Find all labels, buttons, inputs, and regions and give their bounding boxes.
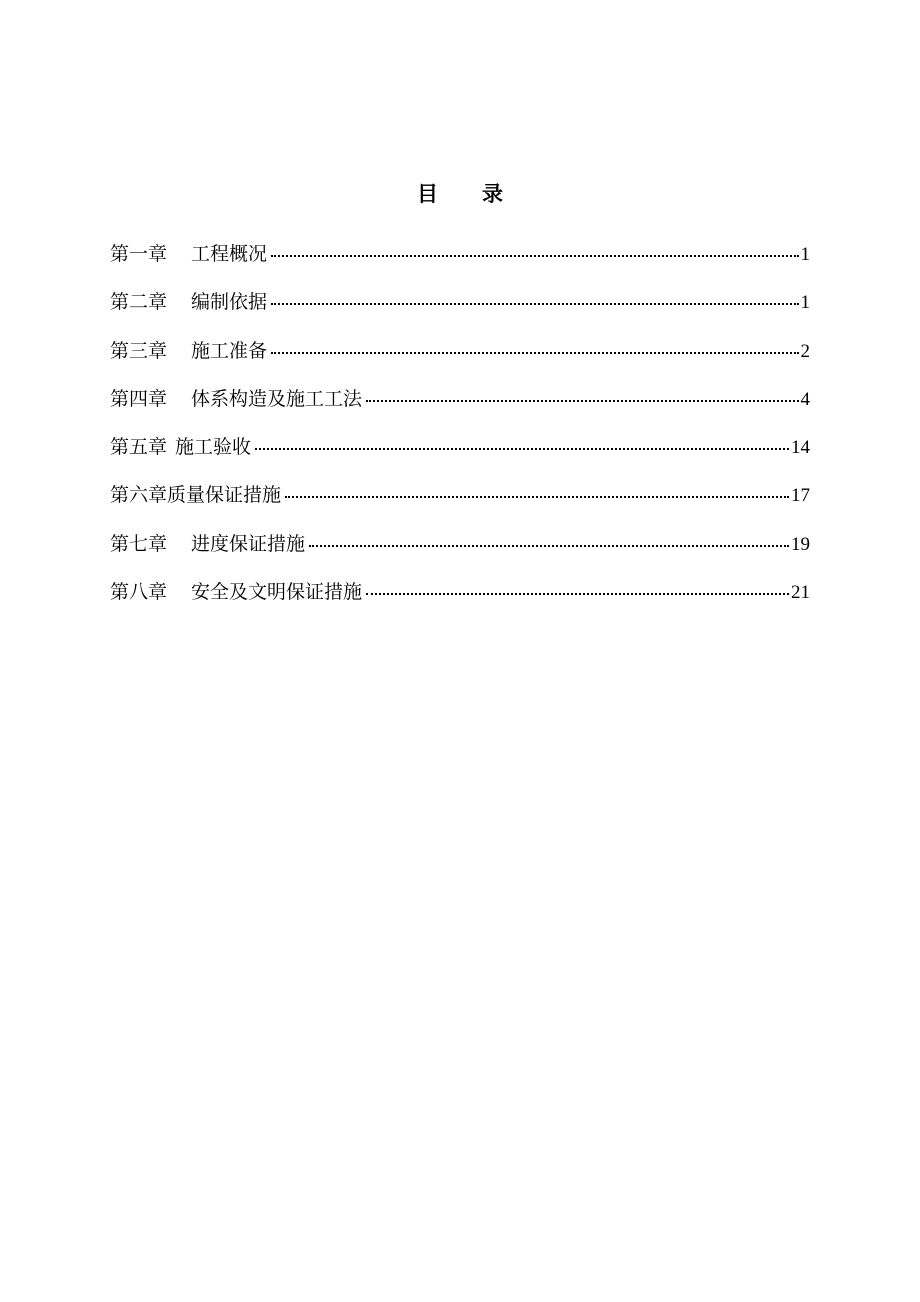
toc-entry[interactable] [110,479,810,527]
toc-chapter-name: 编制依据 [191,291,268,314]
toc-dot-leader [271,240,798,260]
toc-chapter-number: 第三章 [110,339,168,362]
toc-entry[interactable] [110,238,810,286]
toc-chapter-number: 第四章 [110,387,168,410]
toc-page-number: 19 [791,533,810,555]
toc-chapter-name: 质量保证措施 [167,484,282,507]
toc-dot-leader [285,481,789,501]
toc-page-number: 17 [791,485,810,507]
toc-chapter-name: 工程概况 [191,243,268,265]
toc-chapter-name: 施工准备 [191,339,268,362]
toc-chapter-number: 第八章 [110,581,168,604]
toc-chapter-number: 第一章 [110,243,168,265]
toc-chapter-number: 第五章 [110,436,168,459]
toc-entry[interactable] [110,383,810,431]
toc-dot-leader [366,578,789,598]
toc-list [110,238,810,624]
toc-chapter-name: 安全及文明保证措施 [191,581,363,604]
toc-title [0,178,920,210]
toc-page-number: 21 [791,582,810,604]
toc-page-number: 1 [800,244,810,265]
toc-chapter-name: 施工验收 [175,436,252,459]
toc-page-number: 1 [800,292,810,314]
toc-chapter-number: 第六章 [110,484,168,507]
toc-dot-leader [366,385,798,405]
toc-entry[interactable] [110,286,810,334]
toc-chapter-number: 第七章 [110,532,168,555]
toc-title-char-1: 目 [417,182,438,206]
toc-dot-leader [255,433,789,453]
toc-page-number: 14 [791,437,810,459]
toc-title-char-2: 录 [482,182,503,206]
toc-chapter-number: 第二章 [110,291,168,314]
toc-dot-leader [309,530,789,550]
toc-entry[interactable] [110,431,810,479]
toc-page-number: 4 [800,388,810,410]
toc-entry[interactable] [110,528,810,576]
toc-dot-leader [271,337,798,357]
toc-page-number: 2 [800,340,810,362]
toc-dot-leader [271,288,798,308]
toc-chapter-name: 体系构造及施工工法 [191,387,363,410]
toc-entry[interactable] [110,576,810,624]
toc-entry[interactable] [110,335,810,383]
toc-chapter-name: 进度保证措施 [191,532,306,555]
